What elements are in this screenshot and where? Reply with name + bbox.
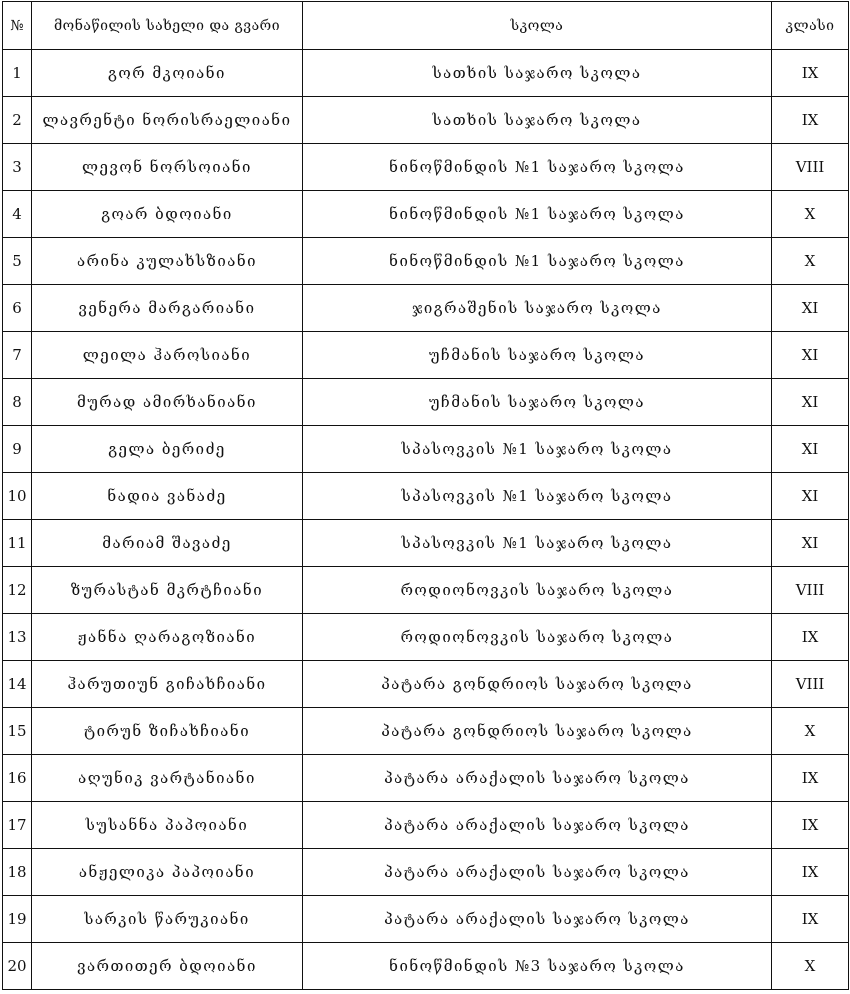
- cell-school: ნინოწმინდის №1 საჯარო სკოლა: [303, 238, 772, 285]
- cell-grade: IX: [772, 97, 849, 144]
- cell-grade: XI: [772, 520, 849, 567]
- header-school: სკოლა: [303, 2, 772, 50]
- cell-number: 14: [3, 661, 32, 708]
- cell-school: პატარა გონდრიოს საჯარო სკოლა: [303, 708, 772, 755]
- cell-grade: XI: [772, 473, 849, 520]
- cell-number: 20: [3, 943, 32, 990]
- header-number: №: [3, 2, 32, 50]
- cell-school: უჩმანის საჯარო სკოლა: [303, 379, 772, 426]
- cell-number: 11: [3, 520, 32, 567]
- cell-participant-name: ზურასტან მკრტჩიანი: [32, 567, 303, 614]
- header-name: მონაწილის სახელი და გვარი: [32, 2, 303, 50]
- cell-grade: IX: [772, 50, 849, 97]
- cell-participant-name: ჰარუთიუნ გიჩახჩიანი: [32, 661, 303, 708]
- cell-grade: X: [772, 943, 849, 990]
- cell-participant-name: ვართითერ ბდოიანი: [32, 943, 303, 990]
- table-row: [3, 473, 849, 520]
- table-row: [3, 379, 849, 426]
- cell-participant-name: მარიამ შავაძე: [32, 520, 303, 567]
- cell-grade: XI: [772, 426, 849, 473]
- cell-number: 6: [3, 285, 32, 332]
- cell-number: 7: [3, 332, 32, 379]
- cell-participant-name: არინა კულახსზიანი: [32, 238, 303, 285]
- cell-number: 4: [3, 191, 32, 238]
- cell-school: ჯიგრაშენის საჯარო სკოლა: [303, 285, 772, 332]
- cell-participant-name: აღუნიკ ვარტანიანი: [32, 755, 303, 802]
- cell-number: 12: [3, 567, 32, 614]
- table-row: [3, 943, 849, 990]
- cell-number: 15: [3, 708, 32, 755]
- cell-grade: IX: [772, 802, 849, 849]
- cell-participant-name: ნადია ვანაძე: [32, 473, 303, 520]
- cell-grade: VIII: [772, 144, 849, 191]
- cell-number: 13: [3, 614, 32, 661]
- cell-participant-name: სარკის წარუკიანი: [32, 896, 303, 943]
- cell-school: პატარა არაქალის საჯარო სკოლა: [303, 802, 772, 849]
- cell-participant-name: გორ მკოიანი: [32, 50, 303, 97]
- cell-school: სპასოვკის №1 საჯარო სკოლა: [303, 426, 772, 473]
- cell-number: 8: [3, 379, 32, 426]
- cell-number: 1: [3, 50, 32, 97]
- table-row: [3, 97, 849, 144]
- cell-participant-name: მურად ამირხანიანი: [32, 379, 303, 426]
- table-row: [3, 708, 849, 755]
- cell-school: ნინოწმინდის №1 საჯარო სკოლა: [303, 144, 772, 191]
- table-row: [3, 614, 849, 661]
- cell-number: 16: [3, 755, 32, 802]
- cell-grade: X: [772, 191, 849, 238]
- cell-grade: VIII: [772, 567, 849, 614]
- participants-table: [2, 1, 849, 990]
- cell-school: პატარა არაქალის საჯარო სკოლა: [303, 849, 772, 896]
- table-row: [3, 238, 849, 285]
- cell-participant-name: ჟანნა ღარაგოზიანი: [32, 614, 303, 661]
- cell-school: პატარა გონდრიოს საჯარო სკოლა: [303, 661, 772, 708]
- table-row: [3, 144, 849, 191]
- table-row: [3, 191, 849, 238]
- table-row: [3, 285, 849, 332]
- cell-school: პატარა არაქალის საჯარო სკოლა: [303, 896, 772, 943]
- table-row: [3, 802, 849, 849]
- cell-number: 17: [3, 802, 32, 849]
- table-row: [3, 520, 849, 567]
- cell-number: 19: [3, 896, 32, 943]
- cell-number: 5: [3, 238, 32, 285]
- cell-participant-name: ლეილა ჰაროსიანი: [32, 332, 303, 379]
- cell-school: ნინოწმინდის №1 საჯარო სკოლა: [303, 191, 772, 238]
- cell-school: სათხის საჯარო სკოლა: [303, 50, 772, 97]
- cell-grade: IX: [772, 755, 849, 802]
- cell-school: ნინოწმინდის №3 საჯარო სკოლა: [303, 943, 772, 990]
- table-row: [3, 426, 849, 473]
- table-row: [3, 755, 849, 802]
- cell-participant-name: გელა ბერიძე: [32, 426, 303, 473]
- cell-number: 3: [3, 144, 32, 191]
- table-row: [3, 332, 849, 379]
- cell-grade: IX: [772, 614, 849, 661]
- cell-school: როდიონოვკის საჯარო სკოლა: [303, 614, 772, 661]
- cell-number: 2: [3, 97, 32, 144]
- cell-school: სპასოვკის №1 საჯარო სკოლა: [303, 473, 772, 520]
- cell-grade: XI: [772, 285, 849, 332]
- cell-participant-name: ტირუნ ზიჩახჩიანი: [32, 708, 303, 755]
- table-row: [3, 50, 849, 97]
- cell-grade: IX: [772, 849, 849, 896]
- cell-number: 10: [3, 473, 32, 520]
- cell-grade: X: [772, 238, 849, 285]
- header-grade: კლასი: [772, 2, 849, 50]
- cell-participant-name: ვენერა მარგარიანი: [32, 285, 303, 332]
- cell-participant-name: ლავრენტი ნორისრაელიანი: [32, 97, 303, 144]
- cell-school: უჩმანის საჯარო სკოლა: [303, 332, 772, 379]
- cell-grade: XI: [772, 379, 849, 426]
- cell-participant-name: სუსანნა პაპოიანი: [32, 802, 303, 849]
- table-row: [3, 567, 849, 614]
- table-body: [3, 50, 849, 990]
- cell-number: 9: [3, 426, 32, 473]
- cell-grade: XI: [772, 332, 849, 379]
- table-row: [3, 661, 849, 708]
- cell-participant-name: ანჟელიკა პაპოიანი: [32, 849, 303, 896]
- cell-participant-name: ლევონ ნორსოიანი: [32, 144, 303, 191]
- cell-school: სათხის საჯარო სკოლა: [303, 97, 772, 144]
- cell-participant-name: გოარ ბდოიანი: [32, 191, 303, 238]
- table-row: [3, 849, 849, 896]
- cell-school: პატარა არაქალის საჯარო სკოლა: [303, 755, 772, 802]
- header-row: [3, 2, 849, 50]
- cell-grade: IX: [772, 896, 849, 943]
- table-header: [3, 2, 849, 50]
- cell-grade: X: [772, 708, 849, 755]
- cell-number: 18: [3, 849, 32, 896]
- cell-school: როდიონოვკის საჯარო სკოლა: [303, 567, 772, 614]
- cell-grade: VIII: [772, 661, 849, 708]
- table-row: [3, 896, 849, 943]
- cell-school: სპასოვკის №1 საჯარო სკოლა: [303, 520, 772, 567]
